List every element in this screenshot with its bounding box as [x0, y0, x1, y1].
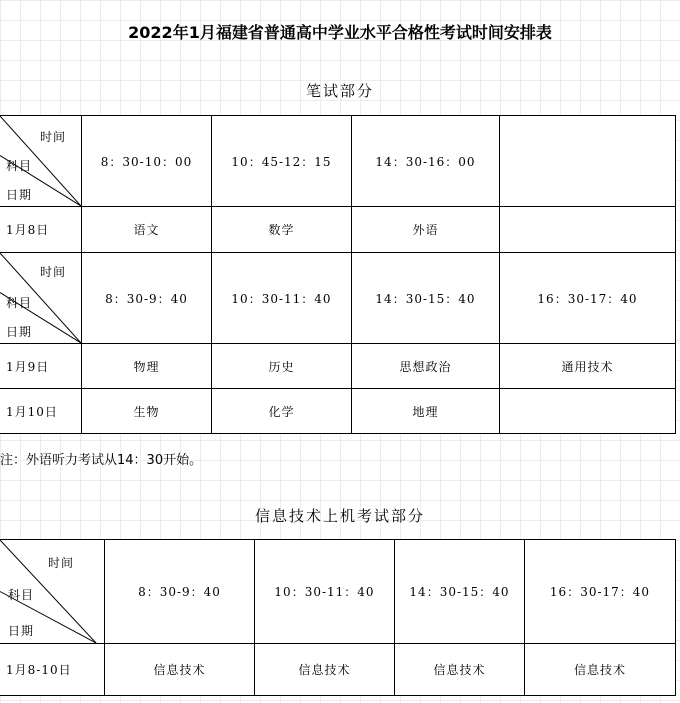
- table-row: [0, 207, 676, 253]
- table-row: [0, 344, 676, 389]
- time-slot-cell: [500, 116, 676, 207]
- computer-exam-table: [0, 539, 676, 696]
- written-section-title: 笔试部分: [305, 82, 374, 100]
- time-slot-cell: 10：30-11：40: [255, 540, 395, 644]
- header-time-label: 时间: [48, 556, 75, 570]
- computer-header-row: [0, 540, 676, 644]
- table-row: [0, 644, 676, 696]
- subject-cell: 语文: [82, 207, 212, 253]
- diagonal-header-cell: [0, 540, 105, 644]
- subject-cell: 地理: [352, 389, 500, 434]
- subject-cell: [500, 207, 676, 253]
- date-cell: 1月10日: [0, 389, 82, 434]
- header-date-label: 日期: [6, 188, 33, 202]
- time-slot-cell: 10：30-11：40: [212, 253, 352, 344]
- written-header-row-1: [0, 116, 676, 207]
- subject-cell: 生物: [82, 389, 212, 434]
- subject-cell: 历史: [212, 344, 352, 389]
- date-cell: 1月8-10日: [0, 644, 105, 696]
- table-row: [0, 389, 676, 434]
- time-slot-cell: 14：30-15：40: [395, 540, 525, 644]
- subject-cell: 外语: [352, 207, 500, 253]
- time-slot-cell: 14：30-16：00: [352, 116, 500, 207]
- subject-cell: 思想政治: [352, 344, 500, 389]
- footnote: 注：外语听力考试从14：30开始。: [0, 453, 203, 468]
- subject-cell: 化学: [212, 389, 352, 434]
- page-title: 2022年1月福建省普通高中学业水平合格性考试时间安排表: [128, 23, 552, 42]
- time-slot-cell: 16：30-17：40: [500, 253, 676, 344]
- header-subject-label: 科目: [6, 159, 33, 173]
- header-subject-label: 科目: [8, 588, 35, 602]
- subject-cell: 信息技术: [525, 644, 676, 696]
- written-header-row-2: [0, 253, 676, 344]
- subject-cell: 物理: [82, 344, 212, 389]
- header-time-label: 时间: [40, 130, 67, 144]
- diagonal-header-cell: [0, 116, 82, 207]
- header-date-label: 日期: [8, 624, 35, 638]
- time-slot-cell: 8：30-9：40: [105, 540, 255, 644]
- subject-cell: 信息技术: [105, 644, 255, 696]
- subject-cell: 数学: [212, 207, 352, 253]
- diagonal-header-cell: [0, 253, 82, 344]
- header-subject-label: 科目: [6, 296, 33, 310]
- header-date-label: 日期: [6, 325, 33, 339]
- subject-cell: 信息技术: [395, 644, 525, 696]
- header-time-label: 时间: [40, 265, 67, 279]
- time-slot-cell: 10：45-12：15: [212, 116, 352, 207]
- subject-cell: 通用技术: [500, 344, 676, 389]
- written-exam-table: [0, 115, 676, 434]
- time-slot-cell: 14：30-15：40: [352, 253, 500, 344]
- time-slot-cell: 8：30-10：00: [82, 116, 212, 207]
- subject-cell: 信息技术: [255, 644, 395, 696]
- date-cell: 1月9日: [0, 344, 82, 389]
- time-slot-cell: 8：30-9：40: [82, 253, 212, 344]
- date-cell: 1月8日: [0, 207, 82, 253]
- computer-section-title: 信息技术上机考试部分: [254, 507, 425, 525]
- time-slot-cell: 16：30-17：40: [525, 540, 676, 644]
- subject-cell: [500, 389, 676, 434]
